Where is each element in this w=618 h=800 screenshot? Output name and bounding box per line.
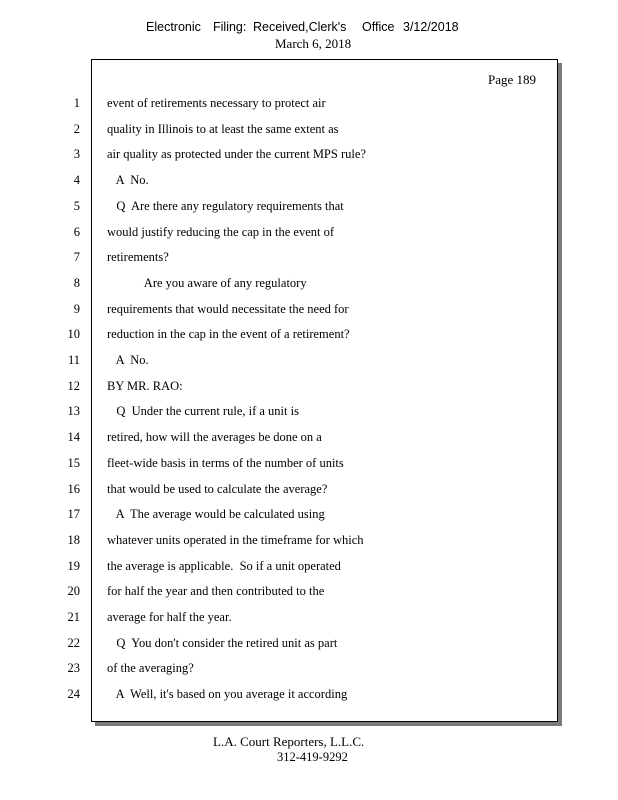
filed-date: March 6, 2018	[275, 36, 352, 51]
transcript-line: for half the year and then contributed to the	[107, 584, 325, 598]
transcript-line: fleet-wide basis in terms of the number of units	[107, 456, 344, 470]
transcript-line: A Well, it's based on you average it according	[107, 687, 348, 701]
filing-date: 3/12/2018	[403, 20, 459, 34]
transcript-line: average for half the year.	[107, 610, 232, 624]
line-number: 11	[67, 353, 80, 367]
transcript-line: would justify reducing the cap in the event of	[107, 225, 335, 239]
line-number: 3	[73, 147, 80, 161]
line-number: 2	[73, 122, 80, 136]
footer-company: L.A. Court Reporters, L.L.C.	[213, 734, 365, 749]
transcript-line: A No.	[107, 173, 149, 187]
transcript-line: event of retirements necessary to protect air	[107, 96, 326, 110]
line-number: 8	[73, 276, 80, 290]
line-number: 10	[67, 327, 80, 341]
footer-phone: 312-419-9292	[277, 750, 348, 764]
transcript-line: Q Are there any regulatory requirements that	[107, 199, 344, 213]
line-number: 24	[67, 687, 80, 701]
line-number: 16	[67, 482, 80, 496]
filing-electronic: Electronic	[146, 20, 201, 34]
filing-received: Received,Clerk's	[253, 20, 347, 34]
line-number: 20	[67, 584, 80, 598]
line-number: 1	[73, 96, 80, 110]
line-number: 17	[67, 507, 80, 521]
transcript-line: requirements that would necessitate the need for	[107, 302, 349, 316]
line-number: 4	[73, 173, 80, 187]
transcript-line: A The average would be calculated using	[107, 507, 325, 521]
line-number: 12	[67, 379, 80, 393]
transcript-line: Are you aware of any regulatory	[107, 276, 307, 290]
transcript-line: Q Under the current rule, if a unit is	[107, 404, 299, 418]
line-number: 19	[67, 559, 80, 573]
line-number: 23	[67, 661, 80, 675]
line-number: 15	[67, 456, 80, 470]
line-number: 18	[67, 533, 80, 547]
transcript-line: the average is applicable. So if a unit operated	[107, 559, 341, 573]
line-number: 13	[67, 404, 80, 418]
transcript-line: A No.	[107, 353, 149, 367]
transcript-line: of the averaging?	[107, 661, 194, 675]
transcript-line: retired, how will the averages be done on a	[107, 430, 322, 444]
transcript-line: that would be used to calculate the average?	[107, 482, 328, 496]
transcript-line: retirements?	[107, 250, 169, 264]
line-number: 7	[73, 250, 80, 264]
transcript-line: air quality as protected under the current MPS rule?	[107, 147, 366, 161]
page-number: Page 189	[488, 72, 537, 87]
filing-office: Office	[362, 20, 395, 34]
transcript-line: BY MR. RAO:	[107, 379, 183, 393]
transcript-line: Q You don't consider the retired unit as part	[107, 636, 338, 650]
transcript-line: reduction in the cap in the event of a retirement?	[107, 327, 350, 341]
line-number: 5	[73, 199, 80, 213]
line-number: 22	[67, 636, 80, 650]
filing-label: Filing:	[213, 20, 247, 34]
line-number: 21	[67, 610, 80, 624]
transcript-line: whatever units operated in the timeframe for which	[107, 533, 364, 547]
line-number: 9	[73, 302, 80, 316]
transcript-line: quality in Illinois to at least the same extent as	[107, 122, 339, 136]
line-number: 6	[73, 225, 80, 239]
line-number: 14	[67, 430, 80, 444]
